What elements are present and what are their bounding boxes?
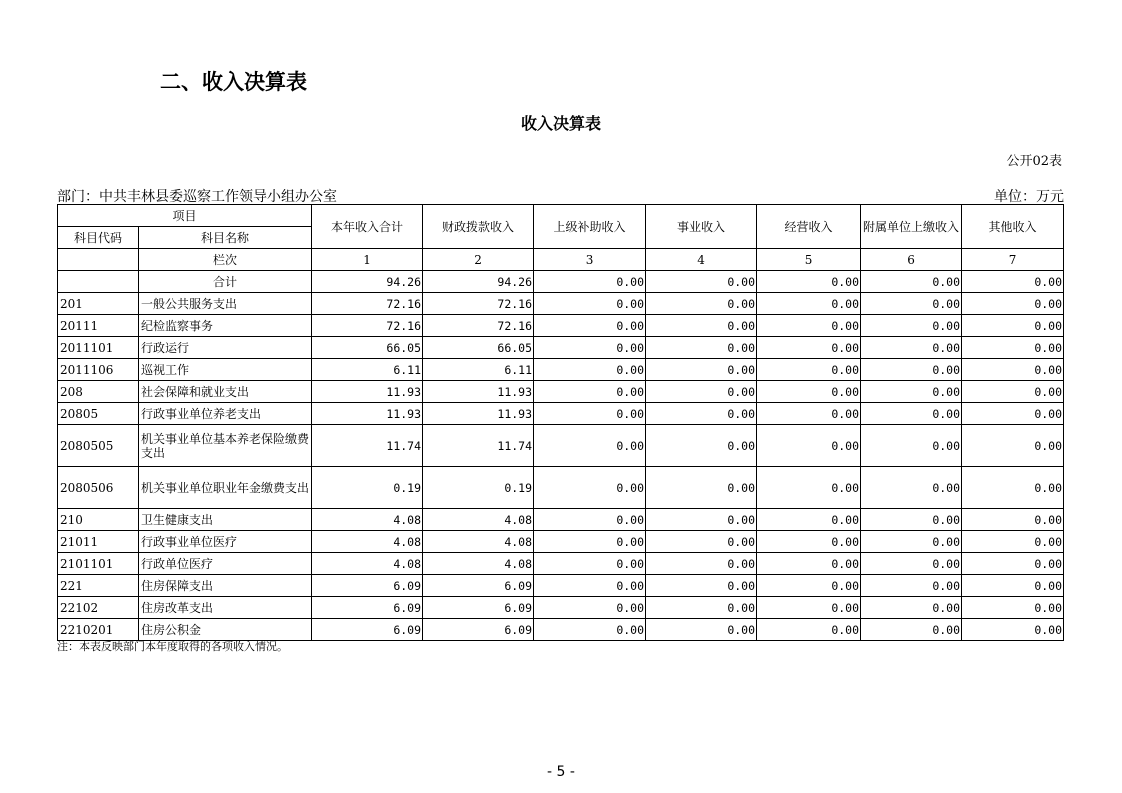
income-value: 4.08: [312, 509, 423, 531]
table-row: [58, 315, 1064, 337]
header-col-3: 上级补助收入: [534, 205, 646, 249]
income-value: 0.00: [962, 509, 1064, 531]
col-seq-label: 栏次: [139, 249, 312, 271]
income-value: 0.00: [534, 425, 646, 467]
col-number: 6: [861, 249, 962, 271]
income-value: 0.00: [861, 553, 962, 575]
income-value: 0.00: [646, 403, 757, 425]
income-value: 11.74: [312, 425, 423, 467]
income-value: 0.00: [757, 597, 861, 619]
header-item-group: 项目: [58, 205, 312, 227]
income-value: 0.00: [962, 531, 1064, 553]
income-value: 0.00: [757, 293, 861, 315]
income-value: 4.08: [423, 553, 534, 575]
column-number-row: [58, 249, 1064, 271]
subject-name: 纪检监察事务: [139, 315, 312, 337]
table-row: [58, 381, 1064, 403]
income-value: 6.09: [312, 597, 423, 619]
subject-name: 机关事业单位职业年金缴费支出: [139, 467, 312, 509]
income-value: 0.00: [534, 381, 646, 403]
income-value: 0.00: [646, 553, 757, 575]
subject-name: 行政运行: [139, 337, 312, 359]
empty-cell: [58, 249, 139, 271]
income-value: 6.09: [312, 575, 423, 597]
income-value: 0.00: [962, 403, 1064, 425]
total-value: 0.00: [861, 271, 962, 293]
table-row: [58, 293, 1064, 315]
subject-code: 20805: [58, 403, 139, 425]
subject-code: 2101101: [58, 553, 139, 575]
table-row: [58, 553, 1064, 575]
income-value: 0.00: [757, 509, 861, 531]
income-value: 0.00: [962, 619, 1064, 641]
income-value: 0.00: [861, 381, 962, 403]
income-value: 6.09: [423, 597, 534, 619]
subject-name: 行政单位医疗: [139, 553, 312, 575]
table-row: [58, 575, 1064, 597]
income-value: 0.00: [757, 531, 861, 553]
table-title: 收入决算表: [520, 114, 601, 133]
subject-code: 2210201: [58, 619, 139, 641]
header-row: [58, 205, 1064, 227]
income-value: 0.00: [962, 597, 1064, 619]
total-value: 94.26: [312, 271, 423, 293]
income-value: 6.11: [423, 359, 534, 381]
income-value: 11.93: [423, 403, 534, 425]
subject-code: 201: [58, 293, 139, 315]
subject-code: 20111: [58, 315, 139, 337]
subject-name: 行政事业单位医疗: [139, 531, 312, 553]
income-value: 66.05: [312, 337, 423, 359]
income-value: 72.16: [312, 293, 423, 315]
subject-code: 2080505: [58, 425, 139, 467]
subject-code: 221: [58, 575, 139, 597]
subject-name: 一般公共服务支出: [139, 293, 312, 315]
income-value: 0.00: [861, 597, 962, 619]
income-value: 0.00: [757, 467, 861, 509]
table-row: [58, 509, 1064, 531]
income-value: 0.00: [962, 315, 1064, 337]
income-value: 4.08: [312, 553, 423, 575]
table-row: [58, 337, 1064, 359]
col-number: 7: [962, 249, 1064, 271]
col-number: 3: [534, 249, 646, 271]
form-code: 公开02表: [1006, 154, 1062, 169]
income-value: 6.09: [423, 575, 534, 597]
income-value: 6.09: [312, 619, 423, 641]
table-row: [58, 359, 1064, 381]
table-row: [58, 467, 1064, 509]
income-value: 0.00: [757, 315, 861, 337]
empty-cell: [58, 271, 139, 293]
income-value: 0.00: [646, 597, 757, 619]
income-value: 0.00: [646, 293, 757, 315]
income-value: 4.08: [423, 531, 534, 553]
total-label: 合计: [139, 271, 312, 293]
subject-code: 210: [58, 509, 139, 531]
income-value: 0.00: [861, 575, 962, 597]
subject-code: 22102: [58, 597, 139, 619]
income-value: 0.00: [962, 575, 1064, 597]
table-row: [58, 531, 1064, 553]
income-value: 0.00: [861, 359, 962, 381]
income-value: 0.00: [534, 359, 646, 381]
income-value: 0.00: [861, 619, 962, 641]
income-value: 0.00: [534, 293, 646, 315]
income-value: 66.05: [423, 337, 534, 359]
header-code: 科目代码: [58, 227, 139, 249]
income-value: 0.00: [861, 315, 962, 337]
income-value: 0.00: [646, 425, 757, 467]
income-value: 72.16: [423, 315, 534, 337]
header-name: 科目名称: [139, 227, 312, 249]
income-value: 0.00: [534, 315, 646, 337]
income-value: 0.00: [962, 359, 1064, 381]
section-title: 二、收入决算表: [160, 70, 307, 94]
income-value: 0.00: [534, 553, 646, 575]
subject-name: 卫生健康支出: [139, 509, 312, 531]
income-value: 0.00: [646, 467, 757, 509]
page-number: - 5 -: [547, 764, 575, 780]
subject-name: 机关事业单位基本养老保险缴费支出: [139, 425, 312, 467]
income-value: 0.00: [757, 337, 861, 359]
income-value: 11.93: [312, 381, 423, 403]
total-row: [58, 271, 1064, 293]
income-value: 0.00: [646, 531, 757, 553]
income-value: 0.00: [534, 467, 646, 509]
income-value: 0.00: [534, 597, 646, 619]
income-value: 0.00: [861, 531, 962, 553]
income-value: 6.09: [423, 619, 534, 641]
income-value: 11.74: [423, 425, 534, 467]
income-value: 0.00: [861, 293, 962, 315]
subject-name: 住房公积金: [139, 619, 312, 641]
col-number: 4: [646, 249, 757, 271]
income-value: 72.16: [423, 293, 534, 315]
income-value: 0.00: [646, 381, 757, 403]
income-value: 0.00: [646, 315, 757, 337]
footnote: 注：本表反映部门本年度取得的各项收入情况。: [57, 640, 288, 653]
subject-name: 行政事业单位养老支出: [139, 403, 312, 425]
income-value: 0.00: [646, 575, 757, 597]
header-col-4: 事业收入: [646, 205, 757, 249]
income-value: 0.00: [962, 337, 1064, 359]
subject-code: 2011106: [58, 359, 139, 381]
income-value: 0.19: [312, 467, 423, 509]
income-value: 0.00: [534, 575, 646, 597]
income-value: 0.00: [757, 553, 861, 575]
unit-label: 单位：万元: [994, 189, 1064, 205]
income-value: 4.08: [423, 509, 534, 531]
income-value: 0.00: [757, 619, 861, 641]
income-value: 0.19: [423, 467, 534, 509]
total-value: 0.00: [962, 271, 1064, 293]
table-row: [58, 425, 1064, 467]
income-value: 0.00: [646, 619, 757, 641]
header-col-6: 附属单位上缴收入: [861, 205, 962, 249]
total-value: 0.00: [534, 271, 646, 293]
income-value: 0.00: [534, 403, 646, 425]
col-number: 1: [312, 249, 423, 271]
income-value: 0.00: [534, 337, 646, 359]
income-value: 72.16: [312, 315, 423, 337]
col-number: 2: [423, 249, 534, 271]
income-value: 0.00: [962, 425, 1064, 467]
header-col-2: 财政拨款收入: [423, 205, 534, 249]
subject-code: 2080506: [58, 467, 139, 509]
total-value: 94.26: [423, 271, 534, 293]
subject-name: 住房保障支出: [139, 575, 312, 597]
subject-code: 2011101: [58, 337, 139, 359]
income-value: 0.00: [757, 403, 861, 425]
income-value: 0.00: [962, 381, 1064, 403]
income-value: 0.00: [861, 337, 962, 359]
income-value: 4.08: [312, 531, 423, 553]
department-label: 部门：中共丰林县委巡察工作领导小组办公室: [57, 189, 337, 205]
header-col-1: 本年收入合计: [312, 205, 423, 249]
total-value: 0.00: [757, 271, 861, 293]
income-value: 0.00: [962, 553, 1064, 575]
income-value: 11.93: [423, 381, 534, 403]
income-value: 0.00: [757, 359, 861, 381]
total-value: 0.00: [646, 271, 757, 293]
table-row: [58, 597, 1064, 619]
income-value: 6.11: [312, 359, 423, 381]
income-value: 0.00: [861, 403, 962, 425]
income-table: [57, 204, 1064, 641]
income-value: 0.00: [534, 509, 646, 531]
subject-name: 住房改革支出: [139, 597, 312, 619]
income-value: 0.00: [534, 619, 646, 641]
income-value: 0.00: [861, 509, 962, 531]
income-value: 11.93: [312, 403, 423, 425]
col-number: 5: [757, 249, 861, 271]
income-value: 0.00: [757, 425, 861, 467]
header-col-7: 其他收入: [962, 205, 1064, 249]
income-value: 0.00: [861, 425, 962, 467]
header-col-5: 经营收入: [757, 205, 861, 249]
income-value: 0.00: [534, 531, 646, 553]
subject-code: 21011: [58, 531, 139, 553]
subject-name: 社会保障和就业支出: [139, 381, 312, 403]
table-row: [58, 403, 1064, 425]
income-value: 0.00: [861, 467, 962, 509]
subject-name: 巡视工作: [139, 359, 312, 381]
subject-code: 208: [58, 381, 139, 403]
income-value: 0.00: [646, 509, 757, 531]
income-value: 0.00: [646, 359, 757, 381]
income-value: 0.00: [962, 293, 1064, 315]
income-value: 0.00: [962, 467, 1064, 509]
income-value: 0.00: [646, 337, 757, 359]
income-value: 0.00: [757, 575, 861, 597]
income-value: 0.00: [757, 381, 861, 403]
